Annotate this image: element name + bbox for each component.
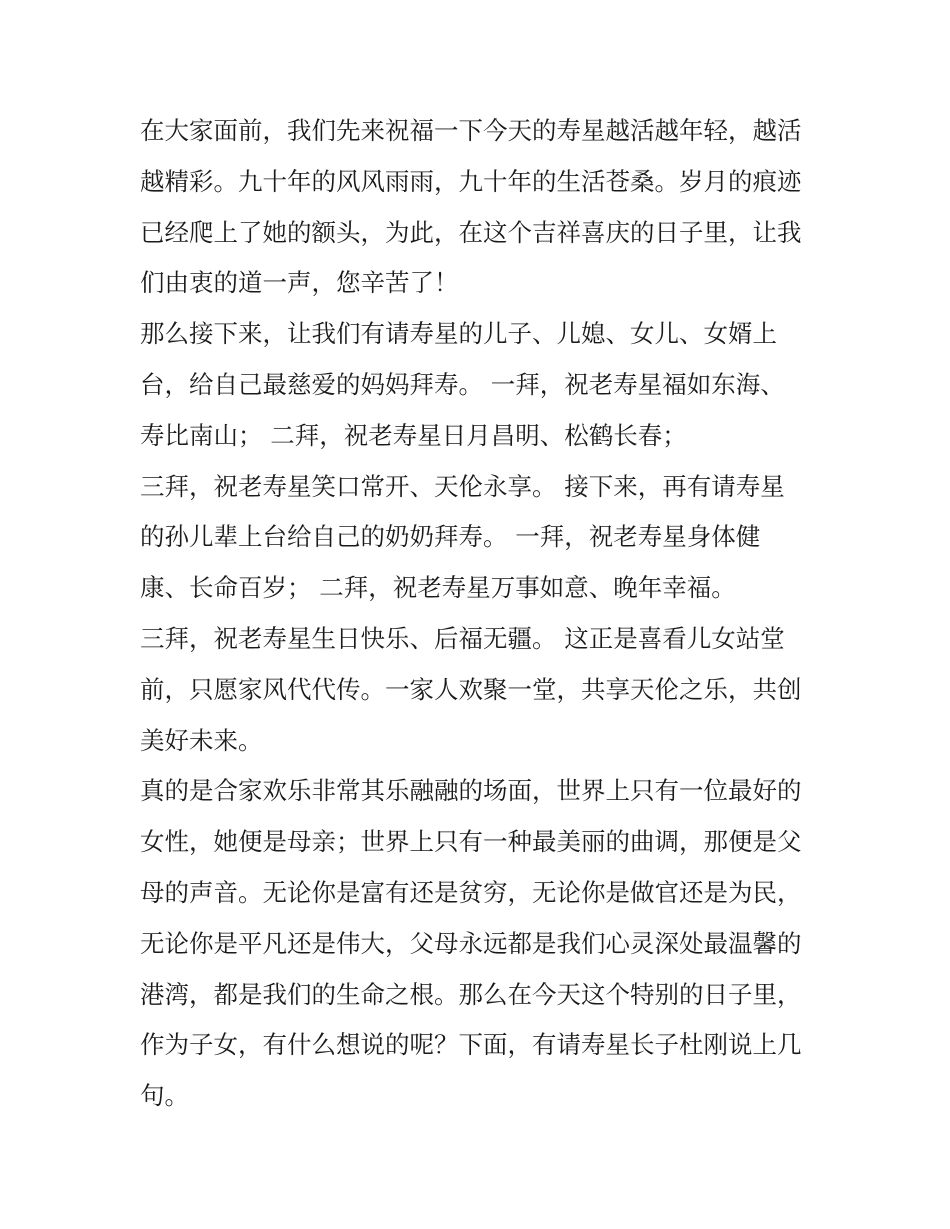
- text-line: 前，只愿家风代代传。一家人欢聚一堂，共享天伦之乐，共创: [140, 674, 802, 704]
- text-line: 港湾，都是我们的生命之根。那么在今天这个特别的日子里，: [140, 979, 802, 1009]
- text-line: 们由衷的道一声，您辛苦了！: [140, 268, 459, 298]
- text-line: 越精彩。九十年的风风雨雨，九十年的生活苍桑。岁月的痕迹: [140, 166, 802, 196]
- text-line: 已经爬上了她的额头，为此，在这个吉祥喜庆的日子里，让我: [140, 217, 802, 247]
- text-line: 美好未来。: [140, 725, 263, 755]
- text-line: 真的是合家欢乐非常其乐融融的场面，世界上只有一位最好的: [140, 776, 802, 806]
- text-line: 句。: [140, 1081, 189, 1111]
- text-line: 那么接下来，让我们有请寿星的儿子、儿媳、女儿、女婿上: [140, 319, 777, 349]
- document-body: [140, 106, 820, 1122]
- text-line: 康、长命百岁； 二拜，祝老寿星万事如意、晚年幸福。: [140, 573, 736, 603]
- text-line: 的孙儿辈上台给自己的奶奶拜寿。 一拜，祝老寿星身体健: [140, 522, 761, 552]
- text-line: 母的声音。无论你是富有还是贫穷，无论你是做官还是为民，: [140, 877, 802, 907]
- text-line: 无论你是平凡还是伟大，父母永远都是我们心灵深处最温馨的: [140, 928, 802, 958]
- text-line: 女性，她便是母亲；世界上只有一种最美丽的曲调，那便是父: [140, 827, 802, 857]
- text-line: 三拜，祝老寿星生日快乐、后福无疆。 这正是喜看儿女站堂: [140, 623, 785, 653]
- text-line: 三拜，祝老寿星笑口常开、天伦永享。 接下来，再有请寿星: [140, 471, 785, 501]
- text-line: 作为子女，有什么想说的呢？下面，有请寿星长子杜刚说上几: [140, 1030, 802, 1060]
- text-line: 台，给自己最慈爱的妈妈拜寿。 一拜，祝老寿星福如东海、: [140, 369, 785, 399]
- text-line: 寿比南山； 二拜，祝老寿星日月昌明、松鹤长春；: [140, 420, 687, 450]
- text-line: 在大家面前，我们先来祝福一下今天的寿星越活越年轻，越活: [140, 116, 802, 145]
